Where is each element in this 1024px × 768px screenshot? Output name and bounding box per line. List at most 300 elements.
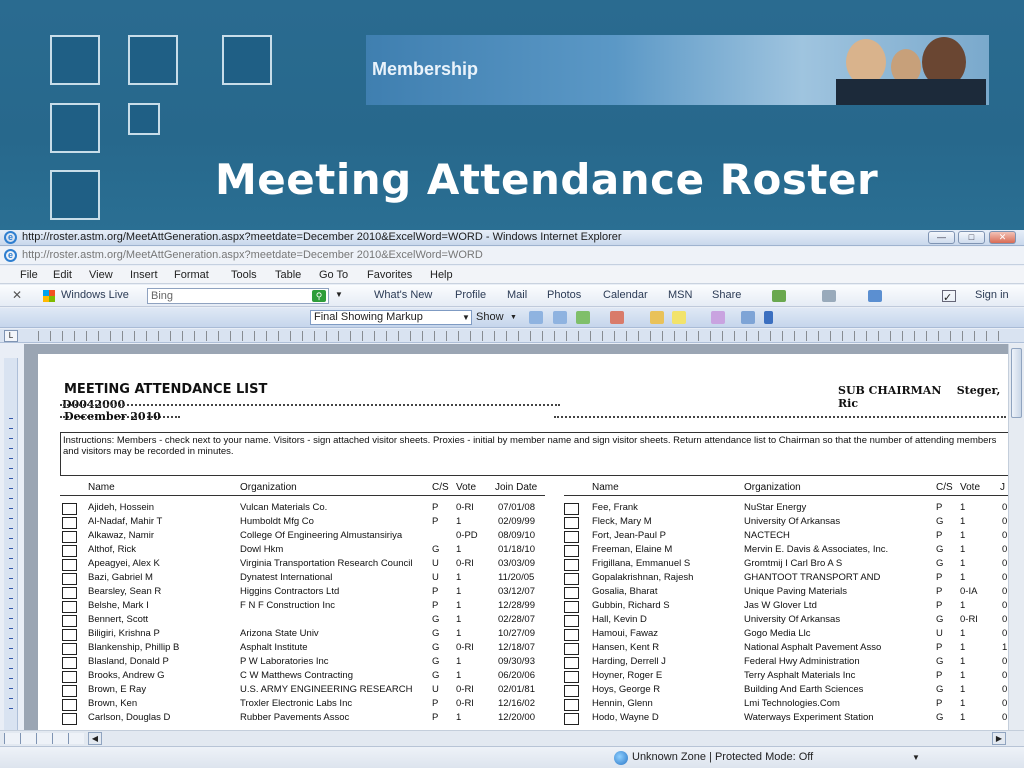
col-cs: C/S — [432, 482, 449, 493]
member-cs: G — [432, 656, 440, 667]
address-url[interactable]: http://roster.astm.org/MeetAttGeneration.aspx?meetdate=December 2010&ExcelWord=WORD — [22, 249, 483, 261]
member-organization: Dynatest International — [240, 572, 333, 583]
browser-window — [0, 230, 1024, 768]
security-zone: Unknown Zone | Protected Mode: Off — [632, 751, 814, 763]
link-calendar[interactable]: Calendar — [603, 289, 648, 301]
member-join-date: 12/28/99 — [498, 600, 535, 611]
close-button[interactable]: ✕ — [989, 231, 1016, 244]
member-join-date: 02/09/99 — [498, 516, 535, 527]
status-bar — [0, 746, 1024, 768]
member-name: Brown, E Ray — [88, 684, 147, 695]
member-join-date: 01/18/10 — [498, 544, 535, 555]
attendance-checkbox[interactable] — [62, 573, 77, 585]
member-vote: 1 — [960, 698, 966, 709]
member-cs: P — [936, 586, 943, 597]
col-name: Name — [592, 482, 619, 493]
dotted-divider — [554, 416, 1006, 418]
member-name: Belshe, Mark I — [88, 600, 149, 611]
attendance-checkbox[interactable] — [564, 699, 579, 711]
member-name: Gubbin, Richard S — [592, 600, 670, 611]
col-join-date: Join Date — [495, 482, 538, 493]
member-name: Hennin, Glenn — [592, 698, 653, 709]
sub-chairman — [838, 384, 1008, 410]
attendance-checkbox[interactable] — [62, 545, 77, 557]
member-vote: 1 — [960, 530, 966, 541]
markup-dropdown-icon[interactable]: ▼ — [462, 313, 470, 322]
decorative-square — [128, 35, 178, 85]
member-vote: 1 — [960, 642, 966, 653]
address-bar[interactable] — [0, 247, 1024, 265]
attendance-checkbox[interactable] — [62, 587, 77, 599]
attendance-checkbox[interactable] — [564, 531, 579, 543]
member-vote: 1 — [960, 558, 966, 569]
roster-row — [564, 516, 1008, 530]
member-name: Hoys, George R — [592, 684, 661, 695]
member-name: Hansen, Kent R — [592, 642, 660, 653]
member-join-date: 0 — [1002, 656, 1008, 667]
member-cs: U — [936, 628, 943, 639]
attendance-checkbox[interactable] — [564, 629, 579, 641]
attendance-checkbox[interactable] — [62, 559, 77, 571]
member-name: Althof, Rick — [88, 544, 137, 555]
sub-chairman-label: SUB CHAIRMAN — [838, 384, 942, 397]
roster-row — [62, 502, 535, 516]
close-toolbar-icon[interactable]: ✕ — [12, 288, 23, 302]
member-cs: P — [936, 530, 943, 541]
member-cs: P — [936, 600, 943, 611]
attendance-checkbox[interactable] — [564, 517, 579, 529]
member-organization: Building And Earth Sciences — [744, 684, 864, 695]
member-organization: Virginia Transportation Research Council — [240, 558, 413, 569]
member-organization: NACTECH — [744, 530, 790, 541]
roster-row — [62, 572, 535, 586]
link-msn[interactable]: MSN — [668, 289, 693, 301]
member-vote: 0-PD — [456, 530, 478, 541]
roster-row — [564, 628, 1008, 642]
member-organization: GHANTOOT TRANSPORT AND — [744, 572, 881, 583]
member-join-date: 12/20/00 — [498, 712, 535, 723]
attendance-checkbox[interactable] — [62, 601, 77, 613]
people-photo — [836, 79, 986, 105]
member-organization: Terry Asphalt Materials Inc — [744, 670, 856, 681]
member-vote: 1 — [456, 544, 462, 555]
member-cs: G — [936, 516, 944, 527]
decorative-square — [222, 35, 272, 85]
attendance-checkbox[interactable] — [62, 685, 77, 697]
member-organization: C W Matthews Contracting — [240, 670, 353, 681]
attendance-checkbox[interactable] — [62, 531, 77, 543]
member-vote: 1 — [960, 628, 966, 639]
roster-row — [564, 670, 1008, 684]
member-cs: G — [936, 712, 944, 723]
member-name: Harding, Derrell J — [592, 656, 666, 667]
member-cs: P — [936, 670, 943, 681]
member-cs: G — [936, 656, 944, 667]
member-organization: Gogo Media Llc — [744, 628, 811, 639]
roster-row — [564, 642, 1008, 656]
roster-row — [62, 628, 535, 642]
attendance-checkbox[interactable] — [564, 587, 579, 599]
attendance-checkbox[interactable] — [564, 671, 579, 683]
member-vote: 0-RI — [456, 558, 474, 569]
roster-row — [62, 586, 535, 600]
markup-select[interactable]: Final Showing Markup — [310, 310, 472, 325]
link-mail[interactable]: Mail — [507, 289, 528, 301]
member-organization: Asphalt Institute — [240, 642, 308, 653]
member-join-date: 0 — [1002, 572, 1008, 583]
menu-insert[interactable]: Insert — [130, 269, 158, 281]
member-organization: Arizona State Univ — [240, 628, 319, 639]
col-name: Name — [88, 482, 115, 493]
roster-row — [62, 558, 535, 572]
maximize-button[interactable]: □ — [958, 231, 985, 244]
col-vote: Vote — [456, 482, 477, 493]
roster-row — [564, 530, 1008, 544]
member-cs: P — [432, 502, 439, 513]
search-go-icon[interactable]: ⚲ — [312, 290, 326, 302]
reviewing-pane-icon[interactable] — [741, 311, 755, 324]
document-page[interactable] — [38, 354, 1008, 730]
header-rule — [564, 495, 1008, 496]
member-vote: 0-RI — [456, 684, 474, 695]
member-join-date: 07/01/08 — [498, 502, 535, 513]
menu-goto[interactable]: Go To — [319, 269, 349, 281]
menu-bar — [0, 266, 1024, 284]
member-join-date: 06/20/06 — [498, 670, 535, 681]
accept-change-icon[interactable] — [576, 311, 590, 324]
attendance-checkbox[interactable] — [564, 643, 579, 655]
member-cs: G — [432, 544, 440, 555]
member-organization: Unique Paving Materials — [744, 586, 847, 597]
member-join-date: 0 — [1002, 586, 1008, 597]
member-vote: 1 — [456, 600, 462, 611]
roster-row — [564, 712, 1008, 726]
decorative-square — [50, 103, 100, 153]
member-join-date: 0 — [1002, 544, 1008, 555]
member-cs: P — [432, 586, 439, 597]
member-cs: P — [432, 516, 439, 527]
member-organization: Federal Hwy Administration — [744, 656, 860, 667]
member-join-date: 11/20/05 — [498, 572, 535, 583]
next-change-icon[interactable] — [553, 311, 567, 324]
sub-chairman-name: Steger, Ric — [838, 384, 1001, 410]
member-join-date: 1 — [1002, 642, 1008, 653]
attendance-checkbox[interactable] — [564, 503, 579, 515]
member-join-date: 12/16/02 — [498, 698, 535, 709]
attendance-checkbox[interactable] — [62, 657, 77, 669]
attendance-checkbox[interactable] — [62, 503, 77, 515]
menu-format[interactable]: Format — [174, 269, 209, 281]
link-photos[interactable]: Photos — [547, 289, 582, 301]
roster-row — [62, 698, 535, 712]
word-reviewing-toolbar — [0, 308, 1024, 328]
globe-icon — [614, 751, 628, 765]
highlight-icon[interactable] — [672, 311, 686, 324]
col-organization: Organization — [240, 482, 297, 493]
attendance-checkbox[interactable] — [62, 643, 77, 655]
attendance-checkbox[interactable] — [564, 559, 579, 571]
member-name: Hall, Kevin D — [592, 614, 647, 625]
toolbar-icon[interactable] — [822, 290, 836, 302]
roster-row — [62, 530, 535, 544]
member-organization: Troxler Electronic Labs Inc — [240, 698, 353, 709]
member-vote: 0-IA — [960, 586, 978, 597]
member-organization: Lmi Technologies.Com — [744, 698, 840, 709]
member-organization: P W Laboratories Inc — [240, 656, 329, 667]
document-area[interactable] — [24, 344, 1008, 730]
member-join-date: 02/28/07 — [498, 614, 535, 625]
search-dropdown-icon[interactable]: ▼ — [335, 290, 343, 299]
committee-code: D0042000 — [62, 398, 126, 411]
member-name: Biligiri, Krishna P — [88, 628, 160, 639]
instructions-box: Instructions: Members - check next to your name. Visitors - sign attached visitor sheets. Proxies - initial by member name and sign visitor sheets. Return attendance list to Chairman so that the number of attending members and visitors may be recorded in minutes. — [60, 432, 1008, 476]
member-vote: 0-RI — [456, 698, 474, 709]
member-vote: 1 — [960, 656, 966, 667]
member-name: Ajideh, Hossein — [88, 502, 155, 513]
roster-row — [564, 614, 1008, 628]
member-organization: College Of Engineering Almustansiriya — [240, 530, 403, 541]
member-name: Brooks, Andrew G — [88, 670, 165, 681]
member-join-date: 0 — [1002, 698, 1008, 709]
roster-row — [62, 544, 535, 558]
member-name: Hodo, Wayne D — [592, 712, 659, 723]
member-organization: NuStar Energy — [744, 502, 807, 513]
member-cs: G — [936, 558, 944, 569]
roster-row — [564, 684, 1008, 698]
member-join-date: 0 — [1002, 530, 1008, 541]
member-name: Fleck, Mary M — [592, 516, 652, 527]
dotted-divider — [60, 404, 560, 406]
member-name: Bennert, Scott — [88, 614, 149, 625]
horizontal-scrollbar[interactable] — [0, 730, 1024, 746]
menu-favorites[interactable]: Favorites — [367, 269, 413, 281]
member-vote: 1 — [456, 628, 462, 639]
windows-live-logo-icon — [43, 290, 55, 302]
signin-link[interactable]: Sign in — [975, 289, 1009, 301]
member-cs: G — [936, 544, 944, 555]
roster-row — [564, 558, 1008, 572]
vertical-scrollbar[interactable] — [1008, 344, 1024, 730]
member-cs: G — [936, 614, 944, 625]
member-organization: University Of Arkansas — [744, 614, 841, 625]
member-vote: 0-RI — [456, 502, 474, 513]
attendance-checkbox[interactable] — [62, 713, 77, 725]
roster-row — [564, 656, 1008, 670]
roster-row — [564, 600, 1008, 614]
roster-row — [564, 586, 1008, 600]
banner-label: Membership — [372, 59, 479, 79]
member-cs: G — [432, 642, 440, 653]
member-vote: 1 — [456, 572, 462, 583]
member-vote: 1 — [456, 656, 462, 667]
member-join-date: 0 — [1002, 614, 1008, 625]
member-cs: P — [432, 600, 439, 611]
link-whats-new[interactable]: What's New — [374, 289, 433, 301]
header-rule — [60, 495, 545, 496]
attendance-checkbox[interactable] — [564, 615, 579, 627]
attendance-checkbox[interactable] — [564, 573, 579, 585]
menu-file[interactable]: File — [20, 269, 38, 281]
link-profile[interactable]: Profile — [455, 289, 487, 301]
attendance-checkbox[interactable] — [62, 615, 77, 627]
member-cs: U — [432, 684, 439, 695]
member-join-date: 03/03/09 — [498, 558, 535, 569]
show-dropdown-icon[interactable]: ▼ — [510, 314, 517, 321]
member-vote: 1 — [960, 544, 966, 555]
track-changes-icon[interactable] — [711, 311, 725, 324]
member-join-date: 0 — [1002, 516, 1008, 527]
window-title: http://roster.astm.org/MeetAttGeneration.aspx?meetdate=December 2010&ExcelWord=WORD - Windows Internet Explorer — [22, 231, 622, 243]
member-vote: 1 — [960, 516, 966, 527]
member-name: Freeman, Elaine M — [592, 544, 673, 555]
search-input[interactable]: Bing — [147, 288, 329, 304]
roster-row — [62, 712, 535, 726]
windows-live-brand[interactable]: Windows Live — [61, 289, 129, 301]
member-name: Gosalia, Bharat — [592, 586, 658, 597]
folder-icon[interactable] — [650, 311, 664, 324]
member-join-date: 0 — [1002, 628, 1008, 639]
member-name: Blankenship, Phillip B — [88, 642, 180, 653]
member-organization: F N F Construction Inc — [240, 600, 336, 611]
member-name: Hamoui, Fawaz — [592, 628, 658, 639]
page-icon: e — [4, 249, 17, 262]
attendance-checkbox[interactable] — [62, 517, 77, 529]
member-vote: 1 — [960, 600, 966, 611]
scroll-thumb[interactable] — [1011, 348, 1022, 418]
member-name: Hoyner, Roger E — [592, 670, 663, 681]
menu-help[interactable]: Help — [430, 269, 453, 281]
roster-row — [62, 642, 535, 656]
member-cs: P — [432, 698, 439, 709]
roster-row — [62, 614, 535, 628]
ie-icon: e — [4, 231, 17, 244]
member-cs: U — [432, 558, 439, 569]
attendance-checkbox[interactable] — [564, 545, 579, 557]
member-name: Alkawaz, Namir — [88, 530, 154, 541]
ruler-scale — [9, 418, 13, 718]
membership-banner — [366, 35, 989, 105]
member-name: Fort, Jean-Paul P — [592, 530, 666, 541]
decorative-square — [128, 103, 160, 135]
roster-row — [564, 572, 1008, 586]
roster-row — [62, 656, 535, 670]
member-cs: U — [432, 572, 439, 583]
tab-selector[interactable]: L — [4, 330, 18, 342]
show-button[interactable]: Show — [476, 311, 504, 323]
col-cs: C/S — [936, 482, 953, 493]
toolbar-icon[interactable] — [772, 290, 786, 302]
member-join-date: 0 — [1002, 670, 1008, 681]
member-organization: Humboldt Mfg Co — [240, 516, 314, 527]
menu-table[interactable]: Table — [275, 269, 302, 281]
col-organization: Organization — [744, 482, 801, 493]
roster-row — [62, 516, 535, 530]
member-name: Al-Nadaf, Mahir T — [88, 516, 163, 527]
member-organization: National Asphalt Pavement Asso — [744, 642, 882, 653]
member-vote: 1 — [456, 712, 462, 723]
attendance-checkbox[interactable] — [564, 713, 579, 725]
minimize-button[interactable]: — — [928, 231, 955, 244]
horizontal-ruler[interactable] — [0, 329, 1024, 343]
roster-row — [564, 544, 1008, 558]
col-vote: Vote — [960, 482, 981, 493]
document-heading: MEETING ATTENDANCE LIST — [64, 382, 268, 397]
member-organization: U.S. ARMY ENGINEERING RESEARCH — [240, 684, 413, 695]
attendance-checkbox[interactable] — [564, 601, 579, 613]
windows-live-toolbar — [0, 285, 1024, 307]
roster-row — [62, 670, 535, 684]
col-join-date: J — [1000, 482, 1005, 493]
scroll-left-icon[interactable]: ◀ — [88, 732, 102, 745]
member-name: Bazi, Gabriel M — [88, 572, 153, 583]
member-vote: 1 — [960, 670, 966, 681]
member-vote: 0-RI — [456, 642, 474, 653]
previous-change-icon[interactable] — [529, 311, 543, 324]
member-vote: 1 — [960, 684, 966, 695]
link-share[interactable]: Share — [712, 289, 742, 301]
member-name: Gopalakrishnan, Rajesh — [592, 572, 694, 583]
member-join-date: 12/18/07 — [498, 642, 535, 653]
member-join-date: 0 — [1002, 684, 1008, 695]
member-vote: 1 — [456, 670, 462, 681]
menu-view[interactable]: View — [89, 269, 113, 281]
meeting-date: December 2010 — [64, 410, 161, 423]
view-buttons[interactable] — [4, 733, 84, 744]
member-cs: G — [936, 684, 944, 695]
member-organization: Gromtmij I Carl Bro A S — [744, 558, 843, 569]
member-join-date: 0 — [1002, 558, 1008, 569]
member-vote: 1 — [456, 586, 462, 597]
attendance-checkbox[interactable] — [62, 699, 77, 711]
member-name: Fee, Frank — [592, 502, 638, 513]
toolbar-icon[interactable] — [868, 290, 882, 302]
member-organization: Waterways Experiment Station — [744, 712, 874, 723]
ruler-scale — [38, 331, 1008, 341]
scroll-right-icon[interactable]: ▶ — [992, 732, 1006, 745]
member-vote: 1 — [960, 572, 966, 583]
menu-tools[interactable]: Tools — [231, 269, 257, 281]
member-cs: G — [432, 614, 440, 625]
member-vote: 1 — [960, 712, 966, 723]
member-organization: Dowl Hkm — [240, 544, 284, 555]
checkbox-icon[interactable]: ✓ — [942, 290, 956, 302]
vertical-ruler[interactable] — [4, 358, 18, 730]
member-name: Bearsley, Sean R — [88, 586, 162, 597]
toolbar-options-icon[interactable] — [764, 311, 773, 324]
menu-edit[interactable]: Edit — [53, 269, 72, 281]
member-join-date: 0 — [1002, 600, 1008, 611]
window-titlebar — [0, 230, 1024, 246]
decorative-square — [50, 35, 100, 85]
reject-change-icon[interactable] — [610, 311, 624, 324]
member-name: Brown, Ken — [88, 698, 138, 709]
attendance-checkbox[interactable] — [564, 657, 579, 669]
member-join-date: 10/27/09 — [498, 628, 535, 639]
roster-row — [564, 698, 1008, 712]
zoom-dropdown-icon[interactable]: ▼ — [912, 753, 920, 762]
member-vote: 1 — [456, 614, 462, 625]
attendance-checkbox[interactable] — [62, 671, 77, 683]
attendance-checkbox[interactable] — [62, 629, 77, 641]
member-organization: University Of Arkansas — [744, 516, 841, 527]
member-cs: G — [432, 670, 440, 681]
member-vote: 0-RI — [960, 614, 978, 625]
member-organization: Mervin E. Davis & Associates, Inc. — [744, 544, 889, 555]
attendance-checkbox[interactable] — [564, 685, 579, 697]
member-join-date: 0 — [1002, 712, 1008, 723]
roster-row — [564, 502, 1008, 516]
member-cs: P — [936, 698, 943, 709]
